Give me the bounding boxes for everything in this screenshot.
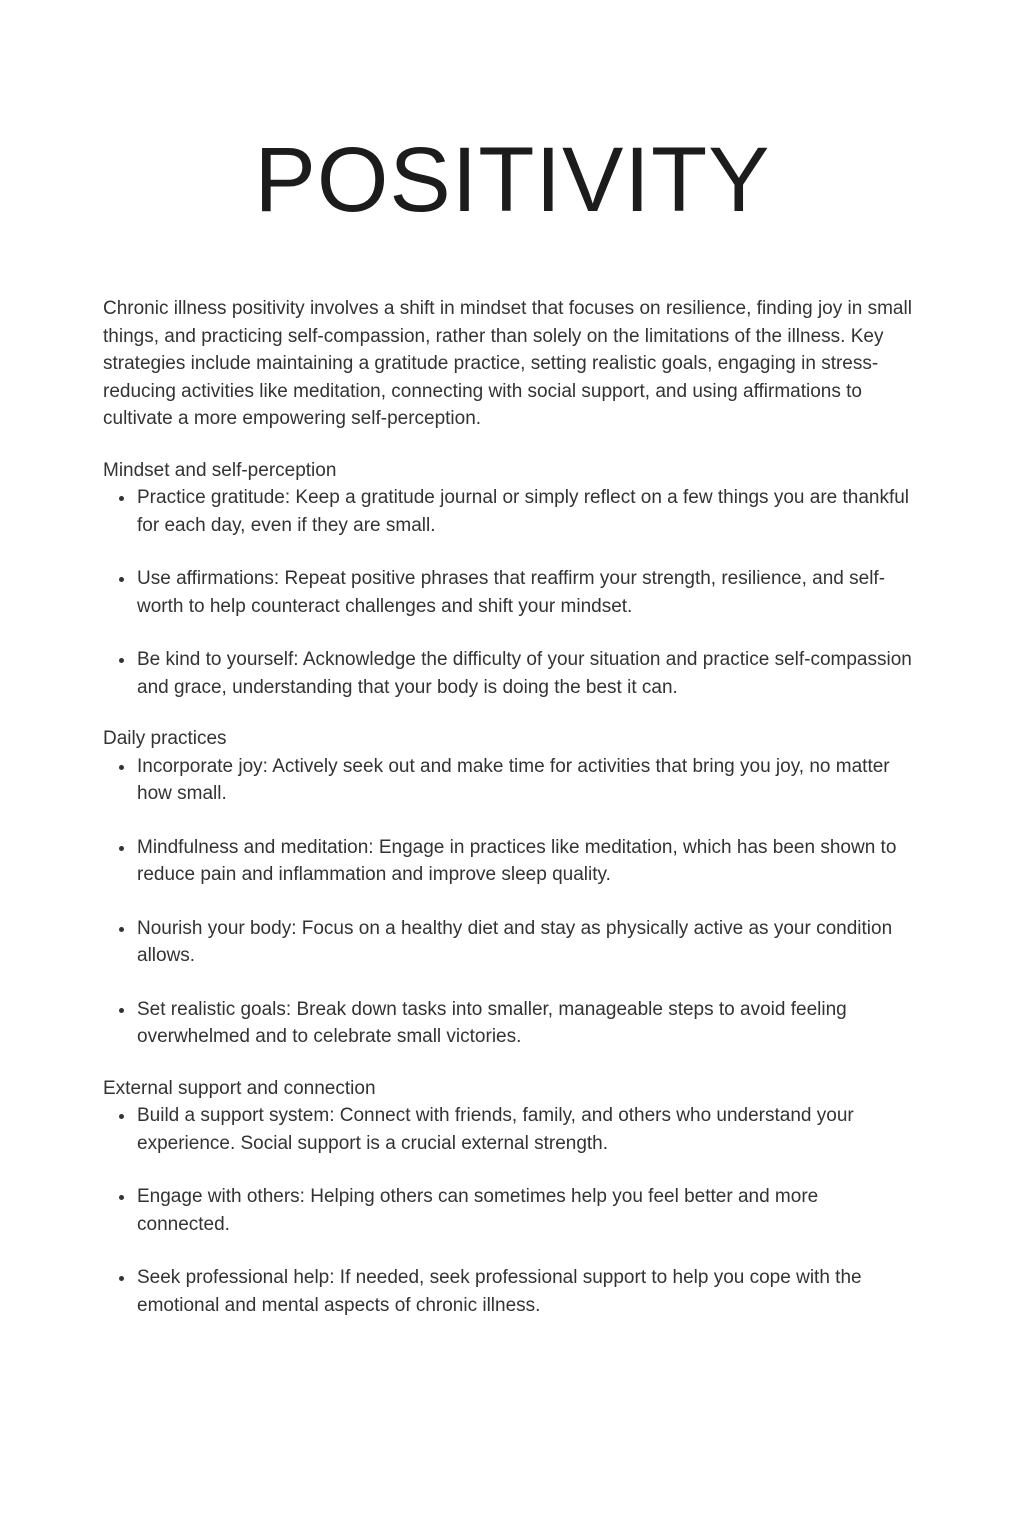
bullet-item: • Seek professional help: If needed, seek professional support to help you cope with the emotional and mental aspects of chronic illness. (136, 1264, 915, 1319)
bullet-list (103, 484, 915, 701)
bullet-item: • Incorporate joy: Actively seek out and make time for activities that bring you joy, no matter how small. (136, 753, 915, 808)
intro-paragraph: Chronic illness positivity involves a shift in mindset that focuses on resilience, finding joy in small things, and practicing self-compassion, rather than solely on the limitations of the illness. Key strategies include maintaining a gratitude practice, setting realistic goals, engaging in stress-reducing activities like meditation, connecting with social support, and using affirmations to cultivate a more empowering self-perception. (103, 298, 912, 430)
bullet-item: • Nourish your body: Focus on a healthy diet and stay as physically active as your condition allows. (136, 915, 915, 970)
bullet-list (103, 1102, 915, 1319)
section-heading: External support and connection (103, 1077, 376, 1099)
bullet-item: • Engage with others: Helping others can sometimes help you feel better and more connected. (136, 1183, 915, 1238)
section-heading: Mindset and self-perception (103, 459, 337, 481)
bullet-item: • Be kind to yourself: Acknowledge the difficulty of your situation and practice self-compassion and grace, understanding that your body is doing the best it can. (136, 646, 915, 701)
bullet-list (103, 753, 915, 1051)
section (103, 1075, 915, 1320)
section-heading: Daily practices (103, 728, 227, 750)
section (103, 725, 915, 1051)
bullet-item: • Mindfulness and meditation: Engage in practices like meditation, which has been shown to reduce pain and inflammation and improve sleep quality. (136, 834, 915, 889)
page-content (103, 295, 915, 1319)
sections-container (103, 457, 915, 1320)
bullet-item: • Practice gratitude: Keep a gratitude journal or simply reflect on a few things you are thankful for each day, even if they are small. (136, 484, 915, 539)
bullet-item: • Build a support system: Connect with friends, family, and others who understand your experience. Social support is a crucial external strength. (136, 1102, 915, 1157)
page-title: POSITIVITY (254, 129, 771, 231)
section (103, 457, 915, 702)
bullet-item: • Use affirmations: Repeat positive phrases that reaffirm your strength, resilience, and self-worth to help counteract challenges and shift your mindset. (136, 565, 915, 620)
bullet-item: • Set realistic goals: Break down tasks into smaller, manageable steps to avoid feeling overwhelmed and to celebrate small victories. (136, 996, 915, 1051)
